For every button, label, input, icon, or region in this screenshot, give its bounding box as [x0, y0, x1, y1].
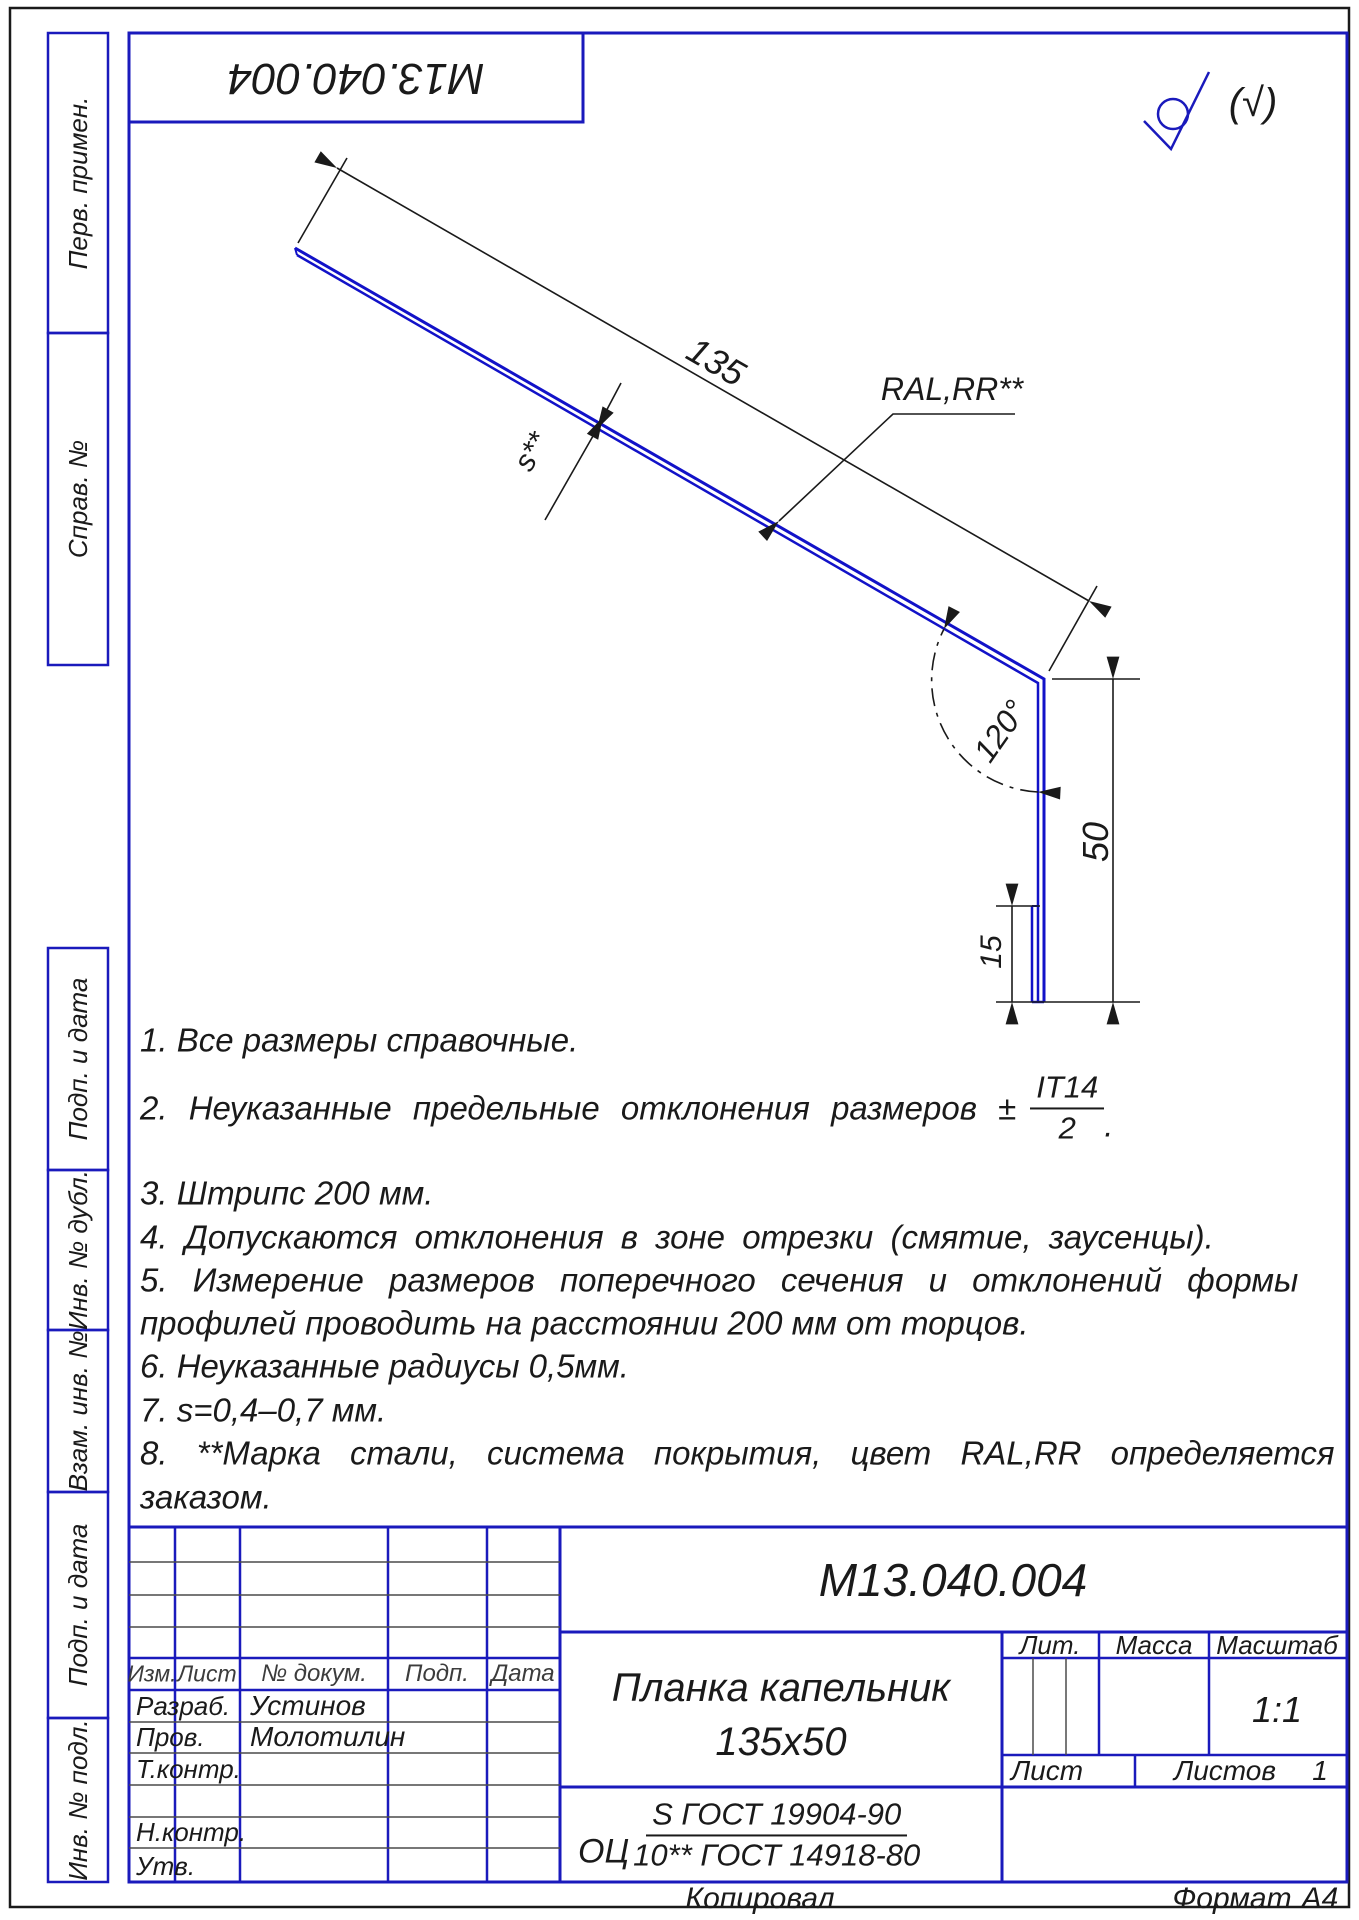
- note-2-fraction: [1030, 1071, 1104, 1144]
- surface-finish-icon: [1144, 72, 1209, 149]
- material-spec: [578, 1798, 920, 1871]
- format-value: А4: [1301, 1882, 1339, 1915]
- dim-angle-120: 120°: [966, 693, 1034, 769]
- staff-nkontr-label: Н.контр.: [136, 1817, 247, 1847]
- staff-utv-label: Утв.: [136, 1851, 196, 1881]
- dimension-lines: [298, 158, 1140, 1002]
- listov-value: 1: [1312, 1755, 1328, 1786]
- note-2-frac-den: 2: [1058, 1110, 1076, 1145]
- dim-height-50: 50: [1075, 821, 1116, 863]
- titleblock-designation: М13.040.004: [818, 1554, 1088, 1606]
- filing-stamp-designation: М13.040.004: [227, 54, 485, 103]
- note-6: 6. Неуказанные радиусы 0,5мм.: [140, 1347, 629, 1385]
- note-5-line2: профилей проводить на расстоянии 200 мм от торцов.: [140, 1304, 1029, 1342]
- dim-thickness-s: s**: [507, 426, 556, 477]
- dim-hem-15: 15: [975, 935, 1008, 969]
- header-list: Лист: [177, 1660, 237, 1687]
- staff-tkontr-label: Т.контр.: [136, 1754, 241, 1784]
- massa-header: Масса: [1115, 1630, 1193, 1660]
- lit-header: Лит.: [1019, 1630, 1081, 1660]
- note-4: 4. Допускаются отклонения в зоне отрезки (смятие, заусенцы).: [140, 1218, 1214, 1256]
- part-name-line1: Планка капельник: [611, 1666, 951, 1710]
- masshtab-header: Масштаб: [1216, 1630, 1338, 1660]
- sidebar-label-inv-podl: Инв. № подл.: [63, 1719, 93, 1881]
- coating-label-ral: RAL,RR**: [880, 371, 1024, 407]
- header-izm: Изм.: [127, 1660, 177, 1687]
- note-5-line1: 5. Измерение размеров поперечного сечения и отклонений формы: [140, 1261, 1299, 1299]
- note-2-text: 2. Неуказанные предельные отклонения размеров ±: [140, 1089, 1017, 1126]
- scale-value: 1:1: [1251, 1689, 1303, 1730]
- header-podp: Подп.: [405, 1660, 469, 1687]
- sidebar-label-perv-primen: Перв. примен.: [63, 96, 93, 270]
- material-gost-sheet: S ГОСТ 19904-90: [646, 1798, 907, 1836]
- part-name-line2: 135x50: [715, 1720, 847, 1764]
- staff-prov-label: Пров.: [136, 1722, 205, 1752]
- note-8-line1: 8. **Марка стали, система покрытия, цвет RAL,RR определяется: [140, 1434, 1335, 1472]
- sidebar-label-inv-dubl: Инв. № дубл.: [63, 1170, 93, 1330]
- frame-group: [48, 33, 1347, 1882]
- dim-length-135: 135: [679, 328, 753, 395]
- staff-prov-name: Молотилин: [250, 1721, 406, 1752]
- material-gost-steel: 10** ГОСТ 14918-80: [633, 1837, 921, 1872]
- sidebar-label-vzam-inv: Взам. инв. №: [63, 1330, 93, 1492]
- material-fraction: [633, 1798, 920, 1871]
- sidebar-label-podp-data-2: Подп. и дата: [63, 1523, 93, 1687]
- kopiroval-label: Копировал: [685, 1882, 835, 1915]
- note-8-line2: заказом.: [140, 1478, 272, 1516]
- header-no-dokum: № докум.: [261, 1660, 367, 1687]
- format-label: Формат: [1172, 1882, 1292, 1915]
- note-2: [140, 1071, 1113, 1144]
- staff-razrab-name: Устинов: [250, 1690, 366, 1721]
- staff-razrab-label: Разраб.: [136, 1691, 231, 1721]
- header-data: Дата: [491, 1660, 555, 1687]
- surface-note-text: (√): [1228, 81, 1278, 125]
- listov-label: Листов: [1174, 1755, 1276, 1786]
- material-prefix: ОЦ: [578, 1832, 630, 1871]
- note-2-period: .: [1104, 1106, 1114, 1144]
- sidebar-label-sprav-no: Справ. №: [63, 439, 93, 559]
- note-2-frac-num: IT14: [1030, 1071, 1104, 1109]
- note-3: 3. Штрипс 200 мм.: [140, 1174, 434, 1212]
- page-border: [10, 8, 1349, 1907]
- profile-section: [295, 248, 1044, 1002]
- note-1: 1. Все размеры справочные.: [140, 1021, 579, 1059]
- list-label: Лист: [1010, 1755, 1084, 1786]
- note-7: 7. s=0,4–0,7 мм.: [140, 1391, 387, 1429]
- sidebar-label-podp-data-1: Подп. и дата: [63, 977, 93, 1141]
